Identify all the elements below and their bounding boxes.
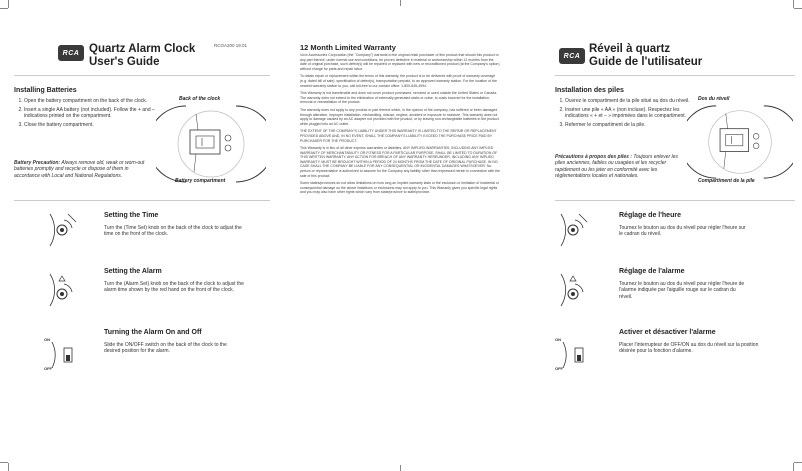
set-alarm-text: Tournez le bouton au dos du réveil pour régler l'heure de l'alarme indiquée par l'aiguille rouge sur le cadran du réveil. [619, 281, 745, 300]
warranty-heading: 12 Month Limited Warranty [300, 43, 396, 52]
alarm-onoff-heading: Activer et désactiver l'alarme [619, 329, 716, 336]
install-step: 3. Close the battery compartment. [24, 122, 162, 128]
clock-back-diagram [687, 104, 793, 180]
alarm-onoff-text: Placer l'interrupteur de OFF/ON au dos du réveil sur la position désirée pour la fonction d'alarme. [619, 342, 759, 355]
warranty-paragraph: THE EXTENT OF THE COMPANY'S LIABILITY UNDER THIS WARRANTY IS LIMITED TO THE REPAIR OR REPLACEMENT PROVIDED ABOVE AND, IN NO EVENT, SHALL THE COMPANY'S LIABILITY EXCEED THE PURCHASE PRICE PAID BY PURCHASER FOR THE PRODUCT. [300, 129, 497, 143]
alarm-onoff-text: Slide the ON/OFF switch on the back of the clock to the desired position for the alarm. [104, 342, 227, 355]
title-line-1: Quartz Alarm Clock [89, 43, 196, 55]
install-step: 3. Refermer le compartiment de la pile. [565, 122, 695, 128]
set-alarm-heading: Setting the Alarm [104, 268, 162, 275]
install-steps [555, 98, 695, 131]
back-of-clock-label: Dos du réveil [698, 96, 730, 102]
time-knob-icon [553, 210, 593, 250]
install-step: 2. Insérer une pile « AA » (non incluse). Respectez les indications « + et – » imprimées dans le compartiment. [565, 107, 695, 120]
divider [14, 200, 270, 201]
set-time-heading: Setting the Time [104, 212, 159, 219]
on-label: ON [44, 337, 50, 342]
rca-logo: RCA [58, 45, 84, 61]
page-title [589, 43, 702, 69]
time-knob-icon [42, 210, 82, 250]
page-title [89, 43, 195, 69]
warranty-paragraph: To obtain repair or replacement within the terms of this warranty, the product is to be delivered with proof of warranty coverage (e.g. dated bill of sale), specification of defect(s), transportation prepaid, to an approved warranty station. For the location of the nearest warranty station to you, call toll-free to our contact office: 1-800-645-4994. [300, 74, 497, 88]
alarm-switch-icon [557, 342, 597, 368]
alarm-switch-icon [46, 342, 86, 368]
title-line-1: Réveil à quartz [589, 43, 671, 55]
install-step: 2. Insert a single AA battery (not included). Follow the + and – indications printed on the compartment. [24, 107, 162, 120]
install-steps [14, 98, 162, 131]
rca-logo: RCA [559, 48, 585, 64]
install-step: 1. Ouvrez le compartiment de la pile situé au dos du réveil. [565, 98, 695, 104]
off-label: OFF [44, 366, 52, 371]
set-time-text: Tournez le bouton au dos du réveil pour régler l'heure sur le cadran du réveil. [619, 225, 746, 238]
battery-compartment-label: Compartiment de la pile [698, 178, 755, 184]
alarm-onoff-heading: Turning the Alarm On and Off [104, 329, 202, 336]
precaution-label: Battery Precaution: [14, 160, 61, 166]
model-number: RCOA200 19.01 [214, 43, 248, 48]
clock-back-diagram [156, 104, 266, 184]
battery-compartment-label: Battery compartment [175, 178, 226, 184]
set-time-text: Turn the (Time Set) knob on the back of the clock to adjust the time on the front of the clock. [104, 225, 242, 238]
set-alarm-text: Turn the (Alarm Set) knob on the back of the clock to adjust the alarm time shown by the red hand on the front of the clock. [104, 281, 244, 294]
on-label: ON [555, 337, 561, 342]
warranty-paragraph: Some states/provinces do not allow limitations on how long an implied warranty lasts or the exclusion or limitation of incidental or consequential damage so the above limitations or exclusions may not apply to you. This Warranty gives you specific legal rights and you may also have other rights which vary from state/province to state/province. [300, 181, 500, 195]
back-of-clock-label: Back of the clock [179, 96, 221, 102]
divider [14, 75, 270, 76]
install-heading: Installation des piles [555, 87, 624, 94]
precaution-text: Always remove old, weak or worn-out batteries promptly and recycle or dispose of them in accordance with Local and National Regulations. [14, 160, 145, 179]
title-line-2: User's Guide [89, 56, 160, 68]
off-label: OFF [555, 366, 563, 371]
french-panel [541, 0, 802, 471]
set-time-heading: Réglage de l'heure [619, 212, 681, 219]
english-panel [0, 0, 280, 471]
precaution-label: Précautions à propos des piles : [555, 154, 632, 160]
warranty-paragraph: This Warranty is in lieu of all other express warranties or liabilities. ANY IMPLIED WARRANTIES, INCLUDING ANY IMPLIED WARRANTY OF MERCHANTABILITY OR FITNESS FOR A PARTICULAR PURPOSE, SHALL BE LIMITED TO DURATION OF THIS WRITTEN WARRANTY. ANY ACTION FOR BREACH OF ANY WARRANTY HEREUNDER, INCLUDING ANY IMPLIED WARRANTY, MUST BE BROUGHT WITHIN A PERIOD OF 24 MONTHS FROM THE DATE OF ORIGINAL PURCHASE. IN NO CASE SHALL THE COMPANY BE LIABLE FOR ANY CONSEQUENTIAL OR INCIDENTAL DAMAGES WHATSOEVER. No person or representative is authorized to assume for the Company any liability other than expressed herein in connection with the sale of this product. [300, 146, 501, 178]
alarm-knob-icon [553, 270, 593, 310]
battery-precaution [555, 154, 689, 180]
warranty-paragraph: The warranty does not apply to any product or part thereof which, in the opinion of the company, has suffered or been damaged through alteration, improper installation, mishandling, misuse, neglect, accident or exposure to moisture. This warranty does not apply to damage caused by an AC adapter not provided with the product, or by leaving non-rechargeable batteries in the product while plugged into an AC outlet. [300, 107, 499, 126]
warranty-paragraph: This Warranty is not transferable and does not cover product purchased, serviced or used outside the United States or Canada. The warranty does not extend to the elimination of externally generated static or noise, to costs incurred for the installation, removal or reinstallation of the product. [300, 91, 498, 105]
title-line-2: Guide de l'utilisateur [589, 56, 703, 68]
warranty-panel [297, 0, 505, 471]
alarm-knob-icon [42, 270, 82, 310]
install-step: 1. Open the battery compartment on the back of the clock. [24, 98, 162, 104]
set-alarm-heading: Réglage de l'alarme [619, 268, 685, 275]
divider [555, 75, 795, 76]
divider [555, 200, 795, 201]
install-heading: Installing Batteries [14, 87, 77, 94]
warranty-paragraph: Voxx Accessories Corporation (the "Company") warrants to the original retail purchaser of this product that should this product or any part thereof, under normal use and conditions, be proven defective in material or workmanship within 12 months from the date of original purchase, such defect(s) will be repaired or replaced with new or reconditioned product (at the Company's option) without charge for parts and repair labor. [300, 53, 500, 71]
precaution-text: Toujours enlever les piles anciennes, faibles ou usagées et les recycler rapidement ou les jeter en conformité avec les réglementations locales et nationales. [555, 154, 678, 180]
battery-precaution [14, 160, 154, 179]
warranty-body [300, 53, 500, 198]
